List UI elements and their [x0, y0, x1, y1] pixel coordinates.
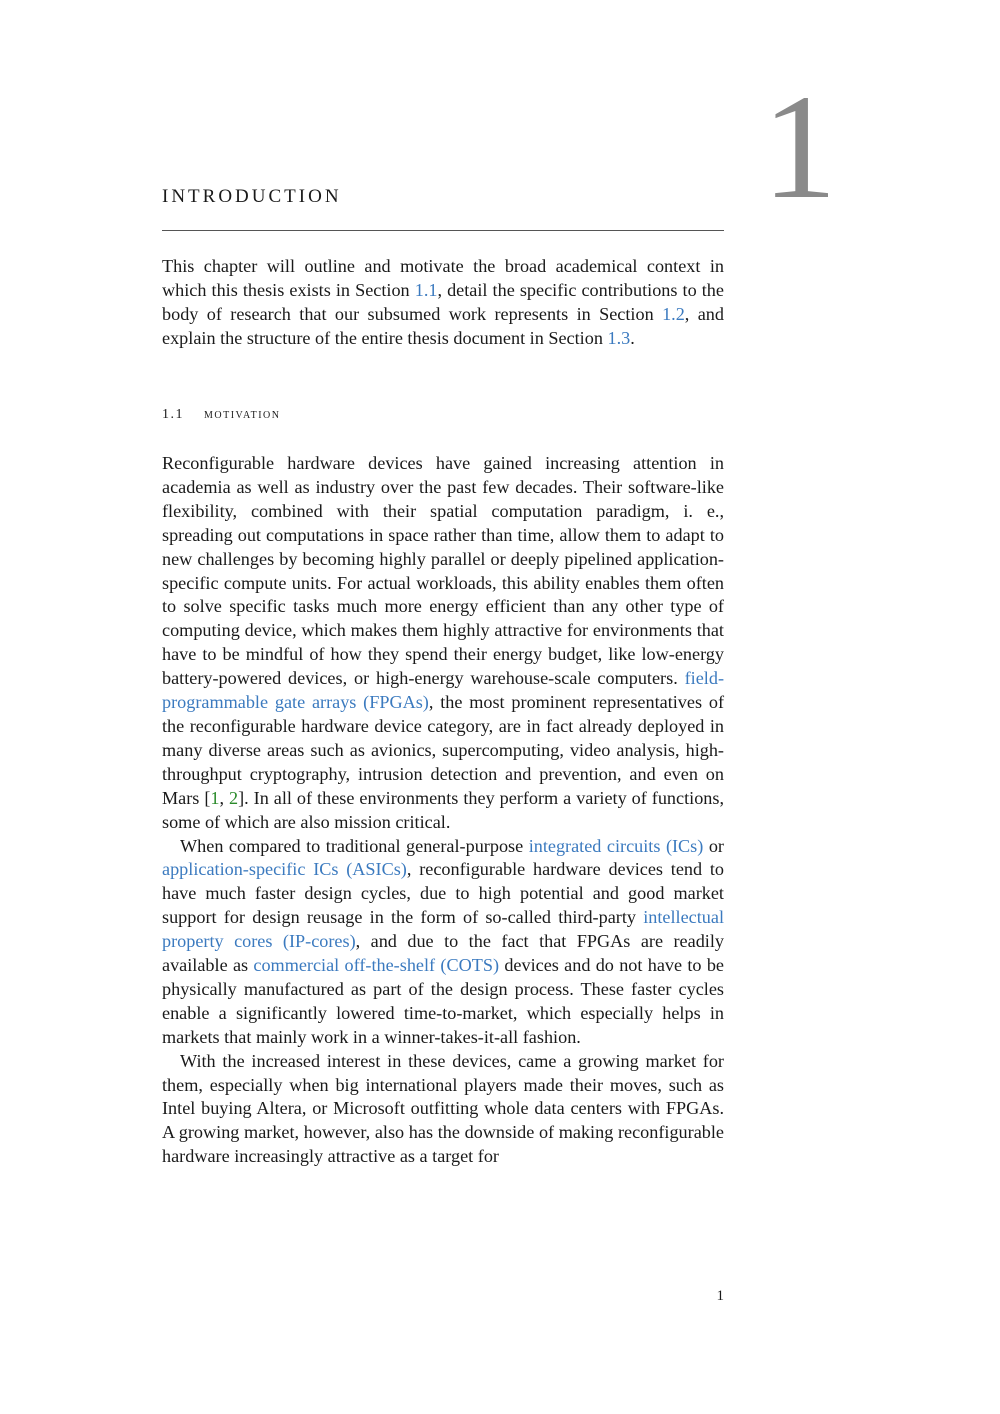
acronym-link-asic[interactable]: application-specific ICs (ASICs) — [162, 859, 407, 880]
section-heading — [162, 407, 280, 423]
citation-2[interactable]: 2 — [229, 787, 239, 808]
chapter-title: INTRODUCTION — [162, 186, 342, 207]
chapter-number: 1 — [762, 64, 837, 230]
motivation-body — [162, 452, 724, 1169]
acronym-link-cots[interactable]: commercial off-the-shelf (COTS) — [253, 955, 500, 976]
acronym-link-ip-core[interactable]: intellectual property cores (IP-cores) — [162, 907, 724, 952]
section-number: 1.1 — [162, 407, 184, 422]
section-ref-1-2[interactable]: 1.2 — [662, 303, 685, 324]
section-ref-1-3[interactable]: 1.3 — [607, 327, 631, 348]
paragraph-3: With the increased interest in these devices, came a growing market for them, especially when big international players made their moves, such as Intel buying Altera, or Microsoft outfitting whole data centers with FPGAs. A growing market, however, also has the downside of making reconfigurable hardware increasingly attractive as a target for — [162, 1050, 724, 1167]
paragraph-1: Reconfigurable hardware devices have gained increasing attention in academia as well as industry over the past few decades. Their software-like flexibility, combined with their spatial computation paradigm, i. e., spreading out computations in space rather than time, allow them to adapt to new challenges by becoming highly parallel or deeply pipelined application-specific compute units. For actual workloads, this ability enables them often to solve specific tasks much more energy efficient than any other type of computing device, which makes them highly attractive for environments that have to be mindful of how they spend their energy budget, like low-energy battery-powered devices, or high-energy warehouse-scale computers. field-programmable gate arrays (FPGAs), the most prominent representatives of the reconfigurable hardware device category, are in fact already deployed in many diverse areas such as avionics, supercomputing, video analysis, high-throughput cryptography, intrusion detection and prevention, and even on Mars [1, 2]. In all of these environments they perform a variety of functions, some of which are also mission critical. — [162, 453, 725, 832]
citation-1[interactable]: 1 — [210, 787, 220, 808]
acronym-link-ic[interactable]: integrated circuits (ICs) — [528, 835, 704, 856]
paragraph-2: When compared to traditional general-purpose integrated circuits (ICs) or application-specific ICs (ASICs), reconfigurable hardware devices tend to have much faster design cycles, due to high potential and good market support for design reusage in the form of so-called third-party intellectual property cores (IP-cores), and due to the fact that FPGAs are readily available as commercial off-the-shelf (COTS) devices and do not have to be physically manufactured as part of the design process. These faster cycles enable a significantly lowered time-to-market, which especially helps in markets that mainly work in a winner-takes-it-all fashion. — [162, 835, 725, 1047]
section-title: motivation — [204, 407, 281, 422]
chapter-rule — [162, 230, 724, 231]
section-ref-1-1[interactable]: 1.1 — [414, 279, 438, 300]
page-number: 1 — [716, 1288, 724, 1304]
intro-paragraph — [162, 255, 724, 351]
intro-text: This chapter will outline and motivate the broad academical context in which this thesis exists in Section 1.1, detail the specific contributions to the body of research that our subsumed work represents in Section 1.2, and explain the structure of the entire thesis document in Section 1.3. — [162, 256, 724, 348]
acronym-link-fpga[interactable]: field-programmable gate arrays (FPGAs) — [162, 668, 724, 713]
